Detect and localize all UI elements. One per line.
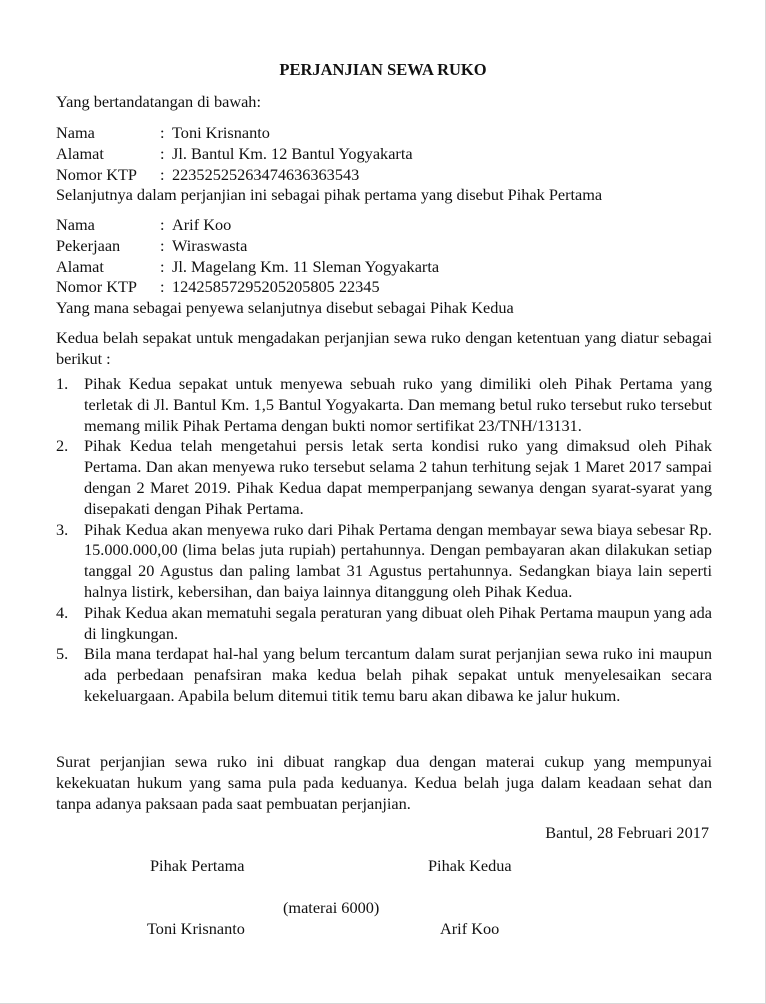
field-value: Jl. Magelang Km. 11 Sleman Yogyakarta [172,256,440,276]
clause-item [56,644,712,706]
party2-field-occupation: Pekerjaan : Wiraswasta [56,235,248,255]
field-value: Jl. Bantul Km. 12 Bantul Yogyakarta [172,143,413,163]
agreement-intro: Kedua belah sepakat untuk mengadakan perjanjian sewa ruko dengan ketentuan yang diatur sebagai berikut : [56,328,712,368]
party2-field-address: Alamat : Jl. Magelang Km. 11 Sleman Yogyakarta [56,256,440,276]
field-label: Nama [56,215,95,234]
signature-right-name: Arif Koo [440,919,500,938]
clause-text: Pihak Kedua akan mematuhi segala peraturan yang dibuat oleh Pihak Pertama maupun yang ada di lingkungan. [84,602,712,643]
party1-field-name: Nama : Toni Krisnanto [56,123,270,142]
party1-block [56,123,712,206]
signature-left-title: Pihak Pertama [150,856,245,875]
field-label: Nama [56,123,95,142]
clause-number: 5. [56,644,69,664]
signature-left-name: Toni Krisnanto [147,919,245,938]
field-value: Wiraswasta [172,235,248,255]
party2-field-name: Nama : Arif Koo [56,215,232,234]
party1-field-address: Alamat : Jl. Bantul Km. 12 Bantul Yogyakarta [56,143,413,163]
field-value: 22352525263474636363543 [172,164,360,184]
intro-line: Yang bertandatangan di bawah: [56,92,261,111]
document-title: PERJANJIAN SEWA RUKO [279,60,487,79]
party2-closing: Yang mana sebagai penyewa selanjutnya disebut sebagai Pihak Kedua [56,298,514,318]
place-date: Bantul, 28 Februari 2017 [545,823,709,842]
stamp-note: (materai 6000) [283,898,380,917]
clause-list [56,374,712,707]
field-value: Toni Krisnanto [172,123,270,142]
clause-number: 4. [56,602,69,622]
party1-closing: Selanjutnya dalam perjanjian ini sebagai pihak pertama yang disebut Pihak Pertama [56,185,603,205]
signature-right-title: Pihak Kedua [428,856,512,875]
field-value: 12425857295205205805 22345 [172,277,380,297]
clause-text: Pihak Kedua akan menyewa ruko dari Pihak Pertama dengan membayar sewa biaya sebesar Rp. 15.000.000,00 (lima belas juta rupiah) pertahunnya. Dengan pembayaran akan dilakukan setiap tanggal 20 Agustus dan paling lambat 31 Agustus pertahunnya. Sedangkan biaya lain seperti halnya listirk, kebersihan, dan baiya lainnya ditanggung oleh Pihak Kedua. [84,519,712,601]
clause-item [56,374,712,436]
field-label: Pekerjaan [56,235,121,255]
clause-number: 3. [56,519,69,539]
clause-number: 2. [56,436,69,456]
clause-item [56,520,712,603]
party2-field-ktp: Nomor KTP : 12425857295205205805 22345 [56,277,380,297]
field-label: Alamat [56,143,104,163]
field-label: Nomor KTP [56,164,137,184]
clause-item [56,436,712,519]
party2-block [56,215,712,319]
field-label: Alamat [56,256,104,276]
clause-number: 1. [56,374,69,393]
closing-paragraph: Surat perjanjian sewa ruko ini dibuat rangkap dua dengan materai cukup yang mempunyai kekekuatan hukum yang sama pula pada keduanya. Kedua belah juga dalam keadaan sehat dan tanpa adanya paksaan pada saat pembuatan perjanjian. [56,752,712,813]
clause-text: Bila mana terdapat hal-hal yang belum tercantum dalam surat perjanjian sewa ruko ini maupun ada perbedaan penafsiran maka kedua belah pihak sepakat untuk menyelesaikan secara kekeluargaan. Apabila belum ditemui titik temu baru akan dibawa ke jalur hukum. [84,644,712,705]
clause-text: Pihak Kedua telah mengetahui persis letak serta kondisi ruko yang dimaksud oleh Pihak Pertama. Dan akan menyewa ruko tersebut selama 2 tahun terhitung sejak 1 Maret 2017 sampai dengan 2 Maret 2019. Pihak Kedua dapat memperpanjang sewanya dengan syarat-syarat yang disepakati dengan Pihak Pertama. [84,436,712,518]
party1-field-ktp: Nomor KTP : 22352525263474636363543 [56,164,360,184]
field-label: Nomor KTP [56,277,137,297]
field-value: Arif Koo [172,215,232,234]
clause-text: Pihak Kedua sepakat untuk menyewa sebuah ruko yang dimiliki oleh Pihak Pertama yang terletak di Jl. Bantul Km. 1,5 Bantul Yogyakarta. Dan memang betul ruko tersebut ruko tersebut memang milik Pihak Pertama dengan bukti nomor sertifikat 23/TNH/13131. [84,374,712,435]
clause-item [56,603,712,645]
